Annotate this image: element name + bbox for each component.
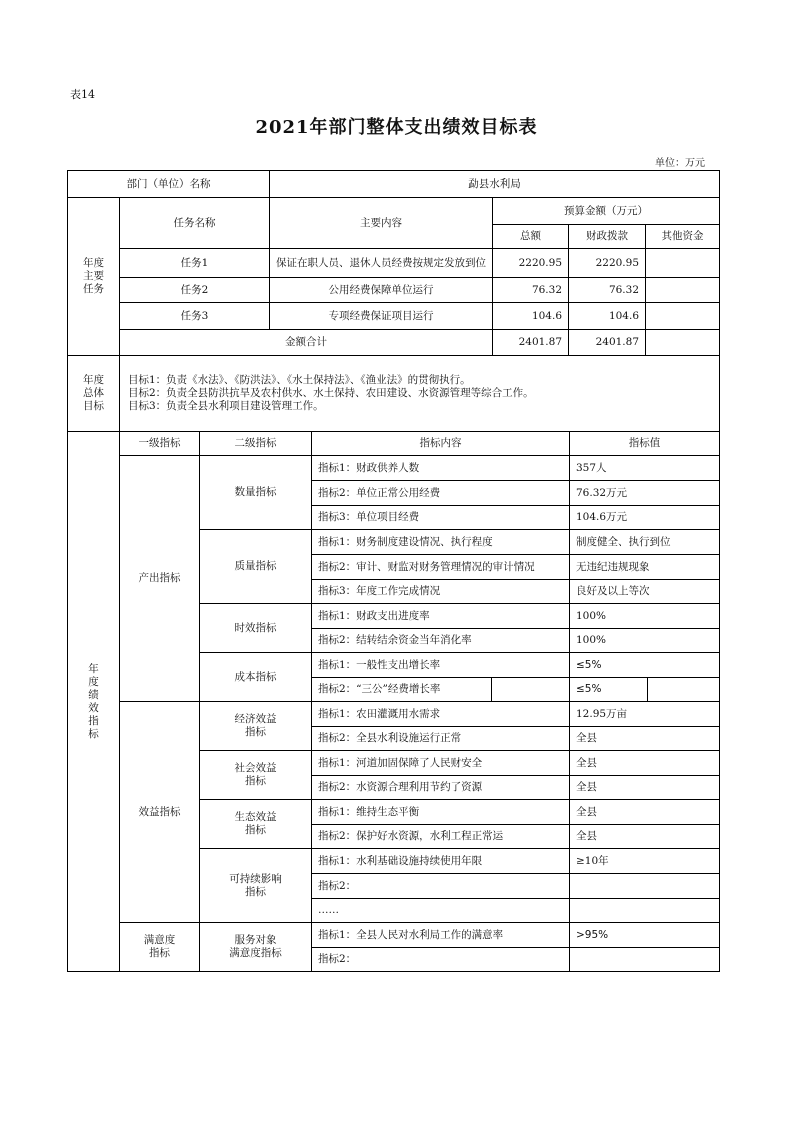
indicator-content: 指标1：财政支出进度率 — [312, 604, 570, 629]
indicator-content: 指标2：审计、财监对财务管理情况的审计情况 — [312, 555, 570, 580]
indicator-value-header: 指标值 — [570, 432, 720, 456]
indicator-value: 76.32万元 — [570, 481, 720, 506]
indicator-value — [570, 899, 720, 923]
tasks-section-label: 年度 主要 任务 — [67, 198, 120, 356]
indicator-content: 指标1：全县人民对水利局工作的满意率 — [312, 923, 570, 948]
task-total: 104.6 — [493, 303, 569, 330]
indicator-value: ≥10年 — [570, 849, 720, 874]
indicator-content-blank — [492, 678, 570, 702]
sustainable-impact-indicators: 可持续影响 指标 — [200, 849, 312, 923]
indicator-value — [570, 874, 720, 899]
annual-goals — [120, 356, 720, 432]
task-other — [646, 303, 720, 330]
indicator-content: 指标2： — [312, 948, 570, 972]
goal-line: 目标1：负责《水法》、《防洪法》、《水土保持法》、《渔业法》的贯彻执行。 — [128, 374, 471, 386]
indicator-content: 指标2： — [312, 874, 570, 899]
indicator-content: 指标1：维持生态平衡 — [312, 800, 570, 825]
indicator-content: 指标3：单位项目经费 — [312, 506, 570, 530]
service-satisfaction-indicators: 服务对象 满意度指标 — [200, 923, 312, 972]
task-other — [646, 249, 720, 278]
indicator-value: 104.6万元 — [570, 506, 720, 530]
indicator-content: 指标1：河道加固保障了人民财安全 — [312, 751, 570, 776]
indicator-value: 全县 — [570, 751, 720, 776]
table-number: 表14 — [70, 88, 95, 101]
indicator-value: 100% — [570, 629, 720, 653]
indicator-value: 全县 — [570, 800, 720, 825]
indicator-content: 指标2：全县水利设施运行正常 — [312, 727, 570, 751]
task-total: 2220.95 — [493, 249, 569, 278]
performance-target-table — [67, 170, 720, 972]
finance-header: 财政拨款 — [569, 225, 646, 249]
satisfaction-indicators: 满意度 指标 — [120, 923, 200, 972]
indicator-value: 全县 — [570, 776, 720, 800]
level1-header: 一级指标 — [120, 432, 200, 456]
dept-label: 部门（单位）名称 — [67, 170, 270, 198]
indicator-value: 全县 — [570, 727, 720, 751]
indicator-value — [570, 948, 720, 972]
quantity-indicators: 数量指标 — [200, 456, 312, 530]
sum-other — [646, 330, 720, 356]
indicator-value: ≤5% — [570, 678, 648, 702]
task-content: 公用经费保障单位运行 — [270, 278, 493, 303]
indicator-content: 指标1：水利基础设施持续使用年限 — [312, 849, 570, 874]
sum-finance: 2401.87 — [569, 330, 646, 356]
budget-header: 预算金额（万元） — [493, 198, 720, 225]
indicator-content: 指标2：单位正常公用经费 — [312, 481, 570, 506]
sum-label: 金额合计 — [120, 330, 493, 356]
task-name: 任务1 — [120, 249, 270, 278]
indicator-content: 指标1：农田灌溉用水需求 — [312, 702, 570, 727]
indicator-value-blank — [648, 678, 720, 702]
indicator-content: 指标2：保护好水资源，水利工程正常运 — [312, 825, 570, 849]
task-name: 任务2 — [120, 278, 270, 303]
other-header: 其他资金 — [646, 225, 720, 249]
indicator-content: …… — [312, 899, 570, 923]
economic-benefit-indicators: 经济效益 指标 — [200, 702, 312, 751]
task-name-header: 任务名称 — [120, 198, 270, 249]
goals-section-label: 年度 总体 目标 — [67, 356, 120, 432]
output-indicators: 产出指标 — [120, 456, 200, 702]
benefit-indicators: 效益指标 — [120, 702, 200, 923]
task-other — [646, 278, 720, 303]
indicator-content-header: 指标内容 — [312, 432, 570, 456]
indicator-value: 全县 — [570, 825, 720, 849]
goal-line: 目标3：负责全县水利项目建设管理工作。 — [128, 400, 324, 412]
indicator-content: 指标1：财务制度建设情况、执行程度 — [312, 530, 570, 555]
unit-label: 单位：万元 — [655, 158, 705, 169]
indicator-content: 指标2：“三公”经费增长率 — [312, 678, 492, 702]
indicator-content: 指标1：一般性支出增长率 — [312, 653, 570, 678]
indicator-value: 357人 — [570, 456, 720, 481]
indicator-value: 100% — [570, 604, 720, 629]
dept-value: 勐县水利局 — [270, 170, 720, 198]
goal-line: 目标2：负责全县防洪抗旱及农村供水、水土保持、农田建设、水资源管理等综合工作。 — [128, 387, 534, 399]
task-finance: 104.6 — [569, 303, 646, 330]
indicator-content: 指标2：水资源合理利用节约了资源 — [312, 776, 570, 800]
page-title: 2021年部门整体支出绩效目标表 — [255, 117, 538, 138]
indicator-value: 良好及以上等次 — [570, 580, 720, 604]
indicator-value: 无违纪违规现象 — [570, 555, 720, 580]
task-name: 任务3 — [120, 303, 270, 330]
indicator-content: 指标3：年度工作完成情况 — [312, 580, 570, 604]
sum-total: 2401.87 — [493, 330, 569, 356]
indicator-content: 指标1：财政供养人数 — [312, 456, 570, 481]
timeliness-indicators: 时效指标 — [200, 604, 312, 653]
indicator-content: 指标2：结转结余资金当年消化率 — [312, 629, 570, 653]
task-content: 专项经费保证项目运行 — [270, 303, 493, 330]
total-header: 总额 — [493, 225, 569, 249]
task-finance: 2220.95 — [569, 249, 646, 278]
indicator-value: ≤5% — [570, 653, 720, 678]
task-content-header: 主要内容 — [270, 198, 493, 249]
social-benefit-indicators: 社会效益 指标 — [200, 751, 312, 800]
indicator-value: >95% — [570, 923, 720, 948]
quality-indicators: 质量指标 — [200, 530, 312, 604]
indicator-value: 12.95万亩 — [570, 702, 720, 727]
level2-header: 二级指标 — [200, 432, 312, 456]
task-finance: 76.32 — [569, 278, 646, 303]
task-total: 76.32 — [493, 278, 569, 303]
cost-indicators: 成本指标 — [200, 653, 312, 702]
task-content: 保证在职人员、退休人员经费按规定发放到位 — [270, 249, 493, 278]
ecological-benefit-indicators: 生态效益 指标 — [200, 800, 312, 849]
indicator-value: 制度健全、执行到位 — [570, 530, 720, 555]
perf-section-label: 年 度 绩 效 指 标 — [67, 432, 120, 972]
